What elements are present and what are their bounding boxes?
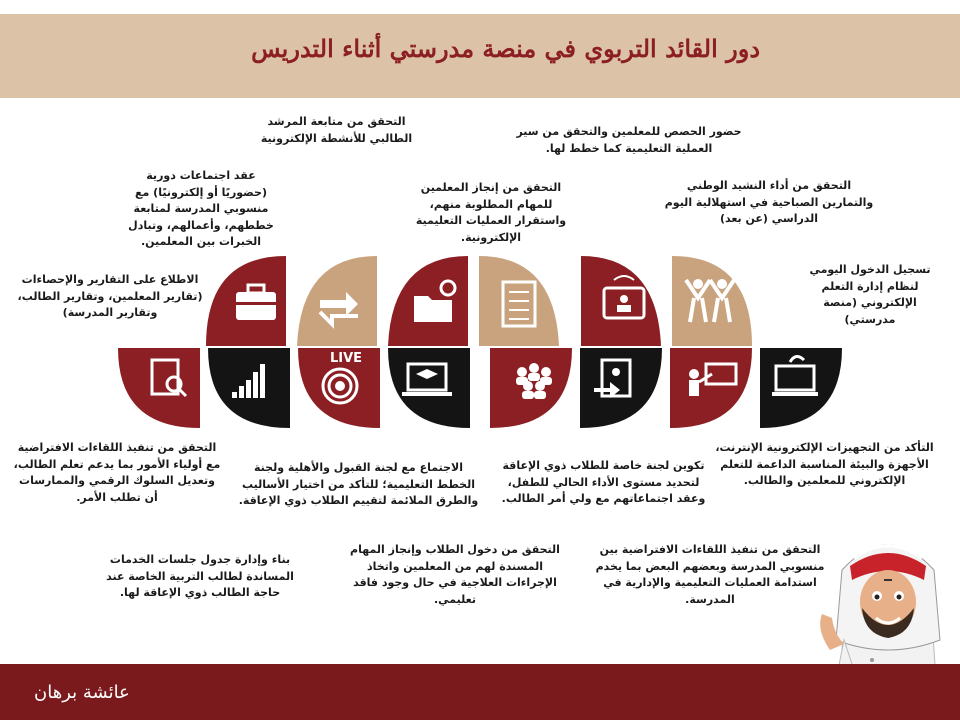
bottom-item-text-1: التحقق من تنفيذ اللقاءات الافتراضية مع أولياء الأمور بما يدعم تعلم الطالب، وتعديل السلوك الرقمي والممارسات أن تطلب الأمر. (13, 441, 221, 504)
lower-item-text-2: التحقق من دخول الطلاب وإنجاز المهام المسندة لهم من المعلمين واتخاذ الإجراءات العلاجية في حال وجود فاقد تعليمي. (350, 543, 560, 606)
top-item-text-2: التحقق من متابعة المرشد الطالبي للأنشطة الإلكترونية (260, 115, 413, 145)
top-segment-6 (672, 256, 752, 346)
bottom-segment-4 (388, 348, 470, 428)
top-item-text-3: التحقق من إنجاز المعلمين للمهام المطلوبة منهم، واستقرار العمليات التعليمية الإلكترونية. (415, 181, 567, 244)
lower-item-text-3: التحقق من تنفيذ اللقاءات الافتراضية بين منسوبي المدرسة وبعضهم البعض بما يخدم استدامة العمليات التعليمية والإدارية في المدرسة. (595, 543, 825, 606)
author-name: عائشة برهان (34, 682, 130, 703)
bottom-segment-8 (760, 348, 842, 428)
bottom-item-text-7: التأكد من التجهيزات الإلكترونية الإنترنت، الأجهزة والبيئة المناسبة الداعمة للتعلم الإلكتروني للمعلمين والطالب. (715, 441, 934, 487)
lower-item-text-1: بناء وإدارة جدول جلسات الخدمات المساندة لطالب التربية الخاصة عند حاجة الطالب ذوي الإعاقة لها. (106, 553, 294, 599)
top-item-text-5: التحقق من أداء النشيد الوطني والتمارين الصباحية في استهلالية اليوم الدراسي (عن بعد) (664, 179, 874, 225)
page-title: دور القائد التربوي في منصة مدرستي أثناء التدريس (251, 34, 760, 63)
top-item-text-1: عقد اجتماعات دورية (حضوريًا أو إلكترونيًا) مع منسوبي المدرسة لمتابعة خططهم، وأعمالهم، وتبادل الخبرات بين المعلمين. (128, 169, 274, 248)
top-item-text-6: تسجيل الدخول اليومي لنظام إدارة التعلم الإلكتروني (منصة مدرستي) (809, 263, 931, 326)
bottom-segment-7 (670, 348, 752, 428)
bottom-item-text-5: تكوين لجنة خاصة للطلاب ذوي الإعاقة لتحديد مستوى الأداء الحالي للطفل، وعقد اجتماعاتهم مع ولي أمر الطالب. (501, 459, 706, 505)
bottom-item-text-3: الاجتماع مع لجنة القبول والأهلية ولجنة الخطط التعليمية؛ للتأكد من اختيار الأساليب والطرق الملائمة لتقييم الطلاب ذوي الإعاقة. (238, 461, 479, 507)
svg-text:LIVE: LIVE (330, 351, 363, 366)
footer-band (0, 664, 960, 720)
top-item-text-4: حضور الحصص للمعلمين والتحقق من سير العملية التعليمية كما خطط لها. (516, 125, 742, 155)
left-item-text: الاطلاع على التقارير والإحصاءات (تقارير المعلمين، وتقارير الطالب، وتقارير المدرسة) (17, 273, 203, 319)
